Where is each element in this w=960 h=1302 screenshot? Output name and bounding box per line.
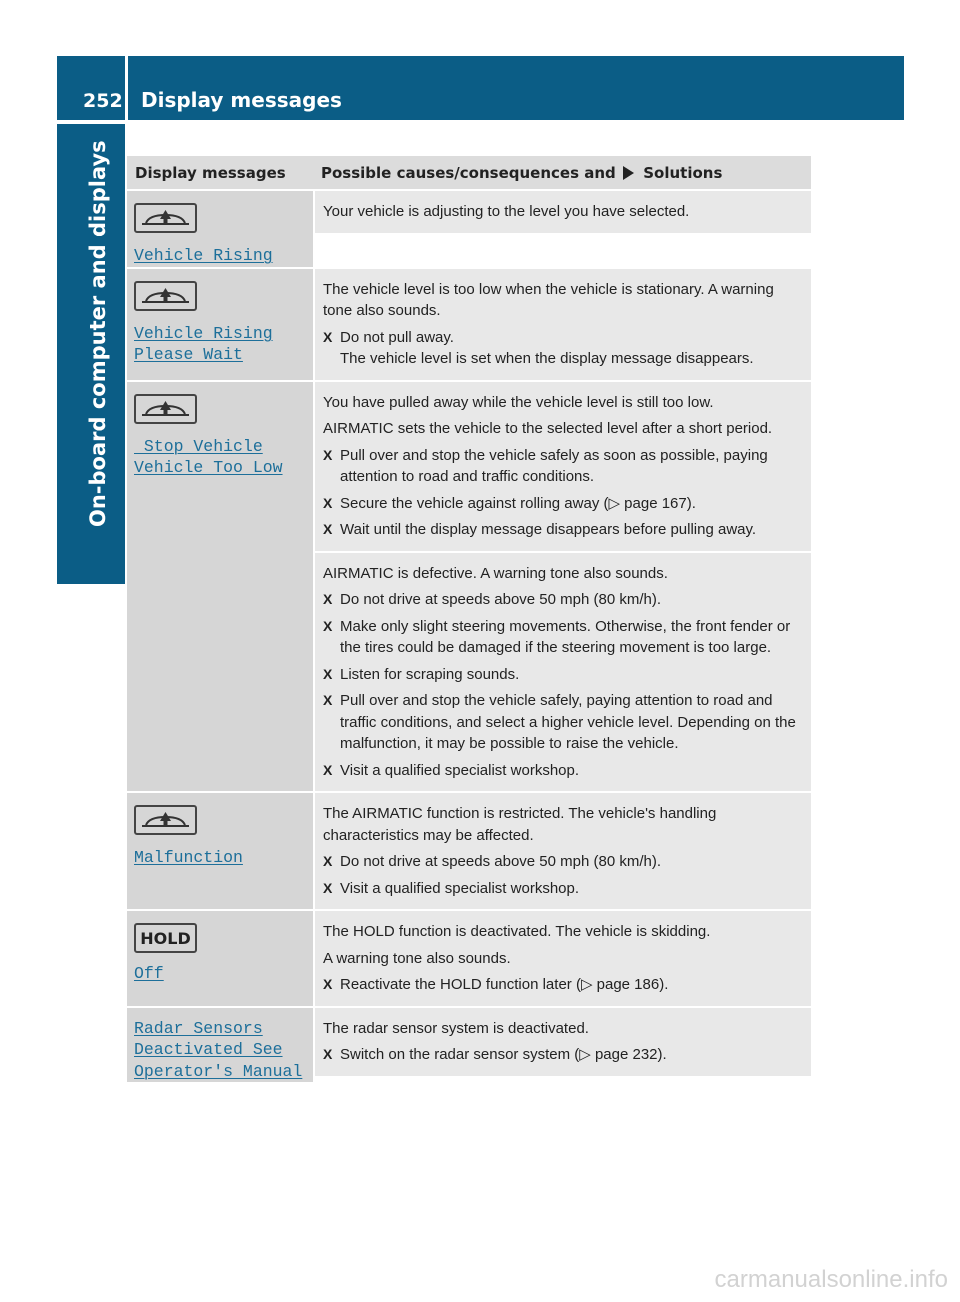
message-cell xyxy=(127,911,313,1006)
table-row xyxy=(127,269,811,380)
solution-block xyxy=(315,269,811,380)
solution-block xyxy=(315,793,811,909)
solution-step: X Pull over and stop the vehicle safely, paying attention to road and traffic conditions, and select a higher vehicle level. Depending on the malfunction, it may be possible to raise the vehicle. xyxy=(323,690,805,755)
table-row xyxy=(127,1008,811,1083)
message-cell xyxy=(127,269,313,380)
airmatic-level-icon xyxy=(134,281,197,311)
solutions-cell xyxy=(315,191,811,267)
solution-block xyxy=(315,553,811,792)
solution-step: X Secure the vehicle against rolling away (▷ page 167). xyxy=(323,493,805,515)
solution-step: X Reactivate the HOLD function later (▷ page 186). xyxy=(323,974,805,996)
display-message-line: Vehicle Rising xyxy=(134,246,273,265)
display-messages-table xyxy=(127,156,811,1084)
cause-text: The vehicle level is too low when the vehicle is stationary. A warning tone also sounds. xyxy=(323,280,774,319)
display-message-line: Vehicle Too Low xyxy=(134,458,283,477)
chapter-label: On-board computer and displays xyxy=(86,140,110,527)
solutions-cell xyxy=(315,1008,811,1083)
solution-step: X Pull over and stop the vehicle safely as soon as possible, paying attention to road and traffic conditions. xyxy=(323,445,805,488)
solution-block xyxy=(315,382,811,551)
page-number: 252 xyxy=(83,90,123,112)
table-row xyxy=(127,382,811,792)
solution-step: X Visit a qualified specialist workshop. xyxy=(323,760,805,782)
display-message-text xyxy=(134,323,313,345)
message-cell xyxy=(127,1008,313,1083)
airmatic-level-icon xyxy=(134,394,197,424)
column-header-messages: Display messages xyxy=(135,164,286,182)
display-message-text xyxy=(134,1018,313,1040)
solution-step: X Switch on the radar sensor system (▷ page 232). xyxy=(323,1044,805,1066)
solutions-cell xyxy=(315,382,811,792)
section-title: Display messages xyxy=(141,88,342,112)
display-message-line: Off xyxy=(134,964,164,983)
action-arrow-icon xyxy=(623,166,634,180)
solution-step: X Do not drive at speeds above 50 mph (80 km/h). xyxy=(323,589,805,611)
solution-block xyxy=(315,1008,811,1076)
airmatic-level-icon xyxy=(134,805,197,835)
cause-text: AIRMATIC sets the vehicle to the selected level after a short period. xyxy=(323,420,773,437)
cause-text: The AIRMATIC function is restricted. The vehicle's handling characteristics may be affected. xyxy=(323,805,717,844)
airmatic-level-icon xyxy=(134,203,197,233)
table-row xyxy=(127,911,811,1006)
table-header xyxy=(127,156,811,189)
cause-text: Your vehicle is adjusting to the level you have selected. xyxy=(323,203,690,220)
display-message-text xyxy=(134,245,313,267)
solution-step: X Wait until the display message disappears before pulling away. xyxy=(323,519,805,541)
display-message-text xyxy=(134,1061,313,1083)
display-message-line: Operator's Manual xyxy=(134,1061,303,1081)
solutions-cell xyxy=(315,911,811,1006)
solutions-cell xyxy=(315,269,811,380)
display-message-text xyxy=(134,847,313,869)
display-message-text xyxy=(134,1039,313,1061)
section-header xyxy=(128,56,904,120)
cause-text: You have pulled away while the vehicle level is still too low. xyxy=(323,393,714,411)
solution-step: X Do not drive at speeds above 50 mph (80 km/h). xyxy=(323,851,805,873)
page-number-tab xyxy=(57,56,125,120)
display-message-text xyxy=(134,963,313,985)
solution-step: X Listen for scraping sounds. xyxy=(323,664,805,686)
watermark: carmanualsonline.info xyxy=(714,1266,948,1293)
message-cell xyxy=(127,382,313,792)
solution-step: X Make only slight steering movements. Otherwise, the front fender or the tires could be damaged if the steering movement is too large. xyxy=(323,616,805,659)
table-row xyxy=(127,793,811,909)
solution-block xyxy=(315,911,811,1006)
display-message-line: Please Wait xyxy=(134,345,243,364)
display-message-text xyxy=(134,344,313,366)
table-body xyxy=(127,191,811,1082)
display-message-line: Radar Sensors xyxy=(134,1018,263,1038)
message-cell xyxy=(127,191,313,267)
column-header-causes: Possible causes/consequences and xyxy=(321,164,616,182)
cause-text: AIRMATIC is defective. A warning tone also sounds. xyxy=(323,564,668,582)
display-message-line: Malfunction xyxy=(134,848,243,867)
solution-step: X Do not pull away. The vehicle level is set when the display message disappears. xyxy=(323,327,805,370)
column-header-solutions xyxy=(313,156,811,189)
display-message-text xyxy=(134,436,313,458)
column-header-solutions-label: Solutions xyxy=(643,164,723,182)
display-message-line: Stop Vehicle xyxy=(134,436,263,456)
display-message-line: Vehicle Rising xyxy=(134,323,273,343)
display-message-line: Deactivated See xyxy=(134,1040,283,1059)
cause-text: The radar sensor system is deactivated. xyxy=(323,1019,589,1037)
solution-step: X Visit a qualified specialist workshop. xyxy=(323,878,805,900)
display-message-text xyxy=(134,457,313,479)
solution-block xyxy=(315,191,811,233)
cause-text: The HOLD function is deactivated. The vehicle is skidding. xyxy=(323,923,711,940)
cause-text: A warning tone also sounds. xyxy=(323,949,511,967)
message-cell xyxy=(127,793,313,909)
table-row xyxy=(127,191,811,267)
hold-icon: HOLD xyxy=(134,923,197,953)
solutions-cell xyxy=(315,793,811,909)
